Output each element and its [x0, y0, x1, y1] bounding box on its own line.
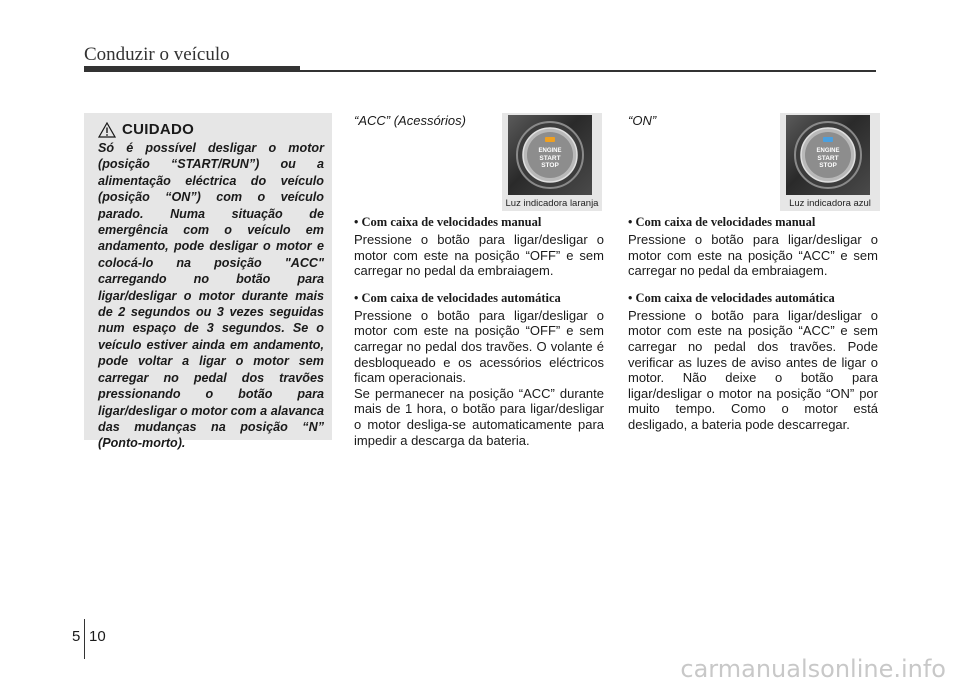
- acc-button-line3: STOP: [541, 162, 559, 169]
- engine-start-stop-button-icon: [508, 115, 592, 195]
- on-manual-text: Pressione o botão para ligar/desligar o motor com este na posição “ACC” e sem carregar no pedal da embraiagem.: [628, 232, 878, 279]
- on-indicator-light: [823, 137, 833, 142]
- on-auto-heading: • Com caixa de velocidades automática: [628, 290, 835, 305]
- warning-triangle-icon: [98, 122, 116, 138]
- acc-title: “ACC” (Acessórios): [354, 113, 466, 128]
- on-title: “ON”: [628, 113, 657, 128]
- engine-start-stop-button-icon: [786, 115, 870, 195]
- acc-manual-heading: • Com caixa de velocidades manual: [354, 215, 542, 229]
- acc-text: [354, 215, 604, 460]
- on-button-line2: START: [817, 155, 839, 162]
- caution-title: CUIDADO: [122, 121, 195, 138]
- on-photo-caption: Luz indicadora azul: [789, 198, 871, 209]
- acc-photo-frame: [502, 113, 602, 211]
- caution-header: [98, 121, 324, 138]
- header-rule-thick: [84, 66, 300, 72]
- on-section: [628, 113, 878, 432]
- footer-divider: [84, 619, 85, 659]
- on-photo-frame: [780, 113, 880, 211]
- on-auto-text: Pressione o botão para ligar/desligar o motor com este na posição “ACC” e sem carregar no pedal dos travões. Pode verificar as luzes de aviso antes de ligar o motor. Não deixe o botão para ligar/desligar o motor na posição “ON” por muito tempo. Como o motor está desligado, a bateria pode descarregar.: [628, 307, 878, 432]
- acc-extra-text: Se permanecer na posição “ACC” durante mais de 1 hora, o botão para ligar/desligar o motor desliga-se automaticamente para impedir a descarga da bateria.: [354, 385, 604, 448]
- caution-box: [84, 113, 332, 451]
- on-button-line3: STOP: [819, 162, 837, 169]
- on-text: [628, 215, 878, 445]
- acc-indicator-light: [545, 137, 555, 142]
- acc-manual-text: Pressione o botão para ligar/desligar o motor com este na posição “OFF” e sem carregar no pedal da embraiagem.: [354, 232, 604, 279]
- on-button-photo: [786, 115, 870, 195]
- watermark: carmanualsonline.info: [680, 655, 946, 683]
- acc-button-line2: START: [539, 155, 561, 162]
- page-number: 10: [89, 628, 106, 645]
- header-rule-thin: [300, 70, 876, 72]
- acc-photo-caption: Luz indicadora laranja: [505, 198, 599, 209]
- caution-text: Só é possível desligar o motor (posição “START/RUN”) ou a alimentação eléctrica do veículo (posição “ON”) com o veículo parado. Numa situação de emergência com o veículo em andamento, pode desligar o motor e colocá-lo na posição "ACC" carregando no botão para ligar/desligar o motor durante mais de 2 segundos ou 3 vezes seguidas num espaço de 3 segundos. Se o veículo estiver ainda em andamento, pode voltar a ligar o motor sem carregar no pedal dos travões pressionando o botão para ligar/desligar o motor com a alavanca das mudanças na posição “N” (Ponto-morto).: [98, 141, 324, 451]
- acc-auto-text: Pressione o botão para ligar/desligar o motor com este na posição “OFF” e sem carregar no pedal dos travões. O volante é desbloqueado e os acessórios eléctricos ficam operacionais.: [354, 307, 604, 386]
- acc-auto-heading: • Com caixa de velocidades automática: [354, 290, 561, 305]
- acc-section: [354, 113, 604, 448]
- on-button-line1: ENGINE: [816, 148, 840, 154]
- acc-button-photo: [508, 115, 592, 195]
- acc-button-line1: ENGINE: [538, 148, 562, 154]
- page-header-title: Conduzir o veículo: [84, 44, 230, 65]
- chapter-number: 5: [72, 628, 81, 645]
- on-manual-heading: • Com caixa de velocidades manual: [628, 215, 816, 229]
